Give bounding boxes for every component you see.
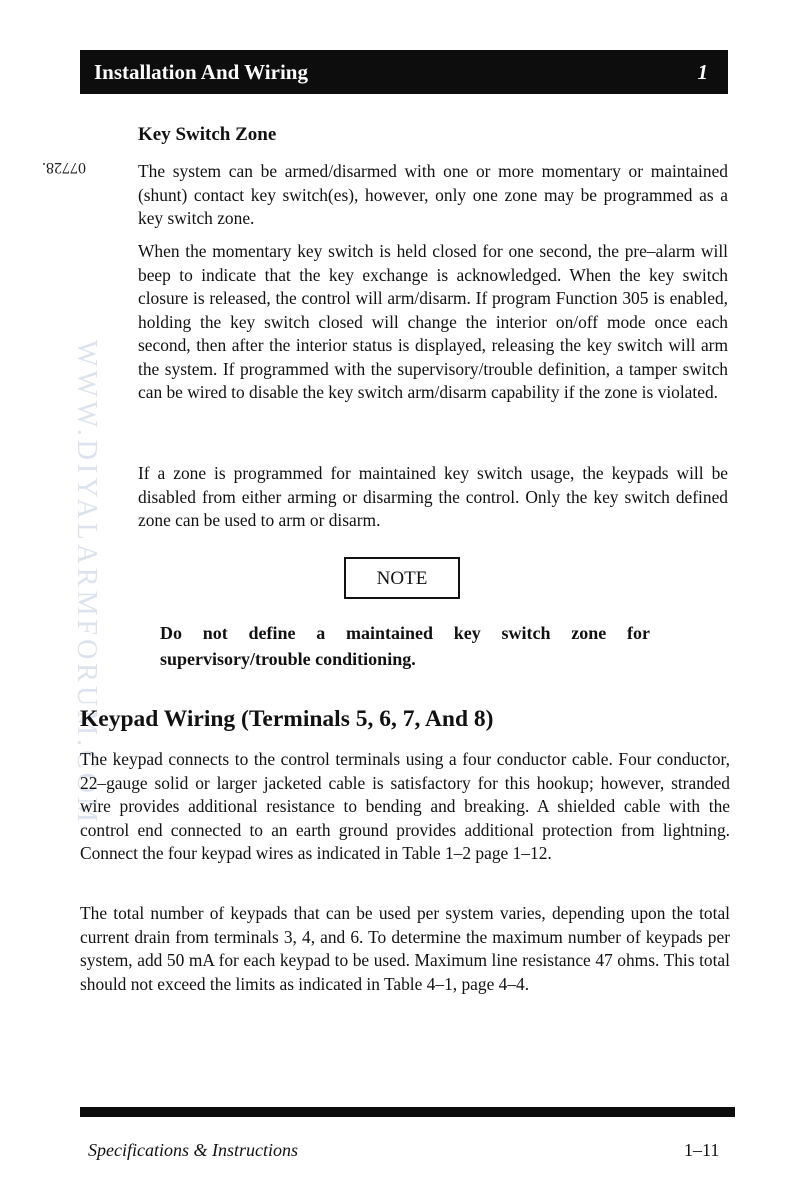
key-switch-paragraph-2 [138,240,728,405]
chapter-number: 1 [697,60,708,84]
paragraph-text: The keypad connects to the control terminals using a four conductor cable. Four conductor, 22–gauge solid or larger jacketed cable is satisfactory for this hookup; however, stranded wire provides additional resistance to bending and breaking. A shielded cable with the control end connected to an earth ground provides additional protection from lightning. Connect the four keypad wires as indicated in Table 1–2 page 1–12. [80,749,730,863]
paragraph-text: When the momentary key switch is held closed for one second, the pre–alarm will beep to indicate that the key exchange is acknowledged. When the key switch closure is released, the control will arm/disarm. If program Function 305 is enabled, holding the key switch closed will change the interior on/off mode once each second, then after the interior status is displayed, releasing the key switch will arm the system. If programmed with the supervisory/trouble definition, a tamper switch can be wired to disable the key switch arm/disarm capability if the zone is violated. [138,241,728,402]
footer-rule [80,1107,735,1117]
key-switch-paragraph-3 [138,462,728,533]
chapter-header-bar [80,50,728,94]
note-label-box: NOTE [344,557,460,599]
key-switch-paragraph-1 [138,160,728,231]
key-switch-zone-heading: Key Switch Zone [138,124,277,145]
keypad-wiring-heading: Keypad Wiring (Terminals 5, 6, 7, And 8) [80,706,494,732]
paragraph-text: The total number of keypads that can be used per system varies, depending upon the total current drain from terminals 3, 4, and 6. To determine the maximum number of keypads per system, add 50 mA for each keypad to be used. Maximum line resistance 47 ohms. This total should not exceed the limits as indicated in Table 4–1, page 4–4. [80,903,730,994]
chapter-title: Installation And Wiring [94,60,308,84]
note-text: Do not define a maintained key switch zone for supervisory/trouble conditioning. [160,623,650,669]
paragraph-text: The system can be armed/disarmed with one or more momentary or maintained (shunt) contact key switch(es), however, only one zone may be programmed as a key switch zone. [138,161,728,228]
page-number: 1–11 [684,1140,720,1160]
paragraph-text: If a zone is programmed for maintained key switch usage, the keypads will be disabled from either arming or disarming the control. Only the key switch defined zone can be used to arm or disarm. [138,463,728,530]
keypad-wiring-paragraph-1 [80,748,730,866]
footer-document-title: Specifications & Instructions [88,1140,298,1160]
margin-handwritten-note: 07728. [42,159,86,176]
keypad-wiring-paragraph-2 [80,902,730,996]
watermark: WWW.DIYALARMFORUM.COM [71,340,102,826]
